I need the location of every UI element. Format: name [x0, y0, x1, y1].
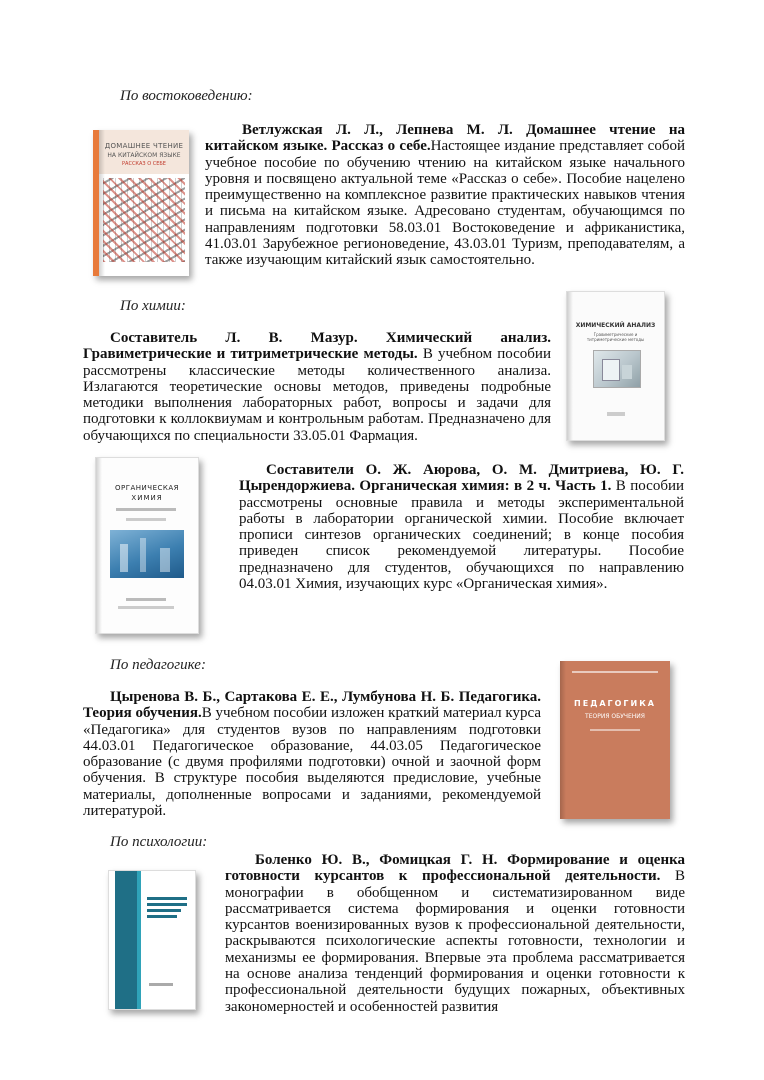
book-title: Боленко Ю. В., Фомицкая Г. Н. Формирование и оценка готовности курсантов к профессиональной деятельности. [225, 852, 685, 885]
cover-lab-photo [110, 530, 184, 578]
book-annotation: В учебном пособии рассмотрены классические методы количественного анализа. Излагаются теоретические основы методов, приведены подробные методики выполнения лабораторных работ, вопросы и задачи для подготовки к коллоквиумам и контрольным работам. Предназначено для обучающихся по специальности 33.05.01 Фармация. [83, 346, 551, 444]
book-cover-organic-chemistry [95, 457, 199, 634]
section-heading-chemistry: По химии: [120, 298, 186, 314]
cover-title-line2: ХИМИЯ [131, 494, 163, 502]
book-description-chinese-reading [205, 122, 685, 269]
book-annotation: В пособии рассмотрены основные правила и методы экспериментальной работы в лаборатории органической химии. Пособие включает прописи синтезов органических соединений; в конце пособия приведен список рекомендуемой литературы. Пособие предназначено для студентов, обучающихся по направлению 04.03.01 Химия, изучающих курс «Органическая химия». [239, 478, 685, 593]
book-title: Цыренова В. Б., Сартакова Е. Е., Лумбунова Н. Б. Педагогика. Теория обучения. [83, 689, 541, 722]
cover-glyph-pattern [103, 178, 185, 262]
book-description-chemical-analysis [83, 330, 551, 444]
book-cover-psychology [108, 870, 196, 1010]
cover-title-line1: ОРГАНИЧЕСКАЯ [114, 484, 180, 492]
book-description-psychology [225, 852, 685, 1015]
book-cover-pedagogy [560, 661, 670, 819]
book-description-organic-chemistry [239, 462, 684, 592]
section-heading-psychology: По психологии: [110, 834, 208, 850]
book-annotation: В учебном пособии изложен краткий материал курса «Педагогика» для студентов вузов по направлениям подготовки 44.03.01 Педагогическое образование, 44.03.05 Педагогическое образование (с двумя профилями подготовки) очной и заочной форм обучения. В структуре пособия выделяются предисловие, учебные материалы, дополненные вопросами и заданиями, рекомендуемой литературой. [83, 705, 542, 820]
cover-lab-photo [593, 350, 641, 388]
book-annotation: В монографии в обобщенном и систематизированном виде рассматривается система формирования и оценки готовности курсантов военизированных вузов к профессиональной деятельности, раскрываются психологические аспекты готовности, технологии и механизмы ее формирования. Впервые эта проблема рассматривается на основе анализа тенденций формирования и оценки готовности к профессиональной деятельности будущих пожарных, объективных закономерностей и особенностей развития [225, 868, 686, 1015]
cover-title-line1: ХИМИЧЕСКИЙ АНАЛИЗ [575, 322, 656, 329]
cover-title-line1: ДОМАШНЕЕ ЧТЕНИЕ [104, 142, 184, 150]
cover-title-line3: РАССКАЗ О СЕБЕ [122, 161, 166, 167]
book-title: Составители О. Ж. Аюрова, О. М. Дмитриева, Ю. Г. Цырендоржиева. Органическая химия: в 2 ч. Часть 1. [239, 462, 684, 495]
book-cover-chemical-analysis [566, 291, 665, 441]
section-heading-oriental-studies: По востоковедению: [120, 88, 253, 104]
cover-title-line2: ТЕОРИЯ ОБУЧЕНИЯ [585, 713, 645, 720]
cover-title-line2: Гравиметрические и титриметрические методы [586, 332, 645, 342]
cover-title-line2: НА КИТАЙСКОМ ЯЗЫКЕ [107, 152, 181, 159]
book-cover-chinese-reading [93, 130, 189, 276]
book-annotation: Настоящее издание представляет собой учебное пособие по обучению чтению на китайском языке начального уровня и посвящено актуальной теме «Рассказ о себе». Пособие нацелено преимущественно на комплексное развитие практических навыков чтения и письма на китайском языке. Адресовано студентам, обучающимся по направлениям подготовки 58.03.01 Востоковедение и африканистика, 41.03.01 Зарубежное регионоведение, 43.03.01 Туризм, преподавателям, а также изучающим китайский язык самостоятельно. [205, 138, 685, 269]
book-title: Ветлужская Л. Л., Лепнева М. Л. Домашнее чтение на китайском языке. Рассказ о себе. [205, 122, 685, 155]
cover-title-line1: ПЕДАГОГИКА [574, 699, 656, 708]
book-title: Составитель Л. В. Мазур. Химический анализ. Гравиметрические и титриметрические методы. [83, 330, 551, 363]
book-description-pedagogy [83, 689, 541, 819]
section-heading-pedagogy: По педагогике: [110, 657, 206, 673]
